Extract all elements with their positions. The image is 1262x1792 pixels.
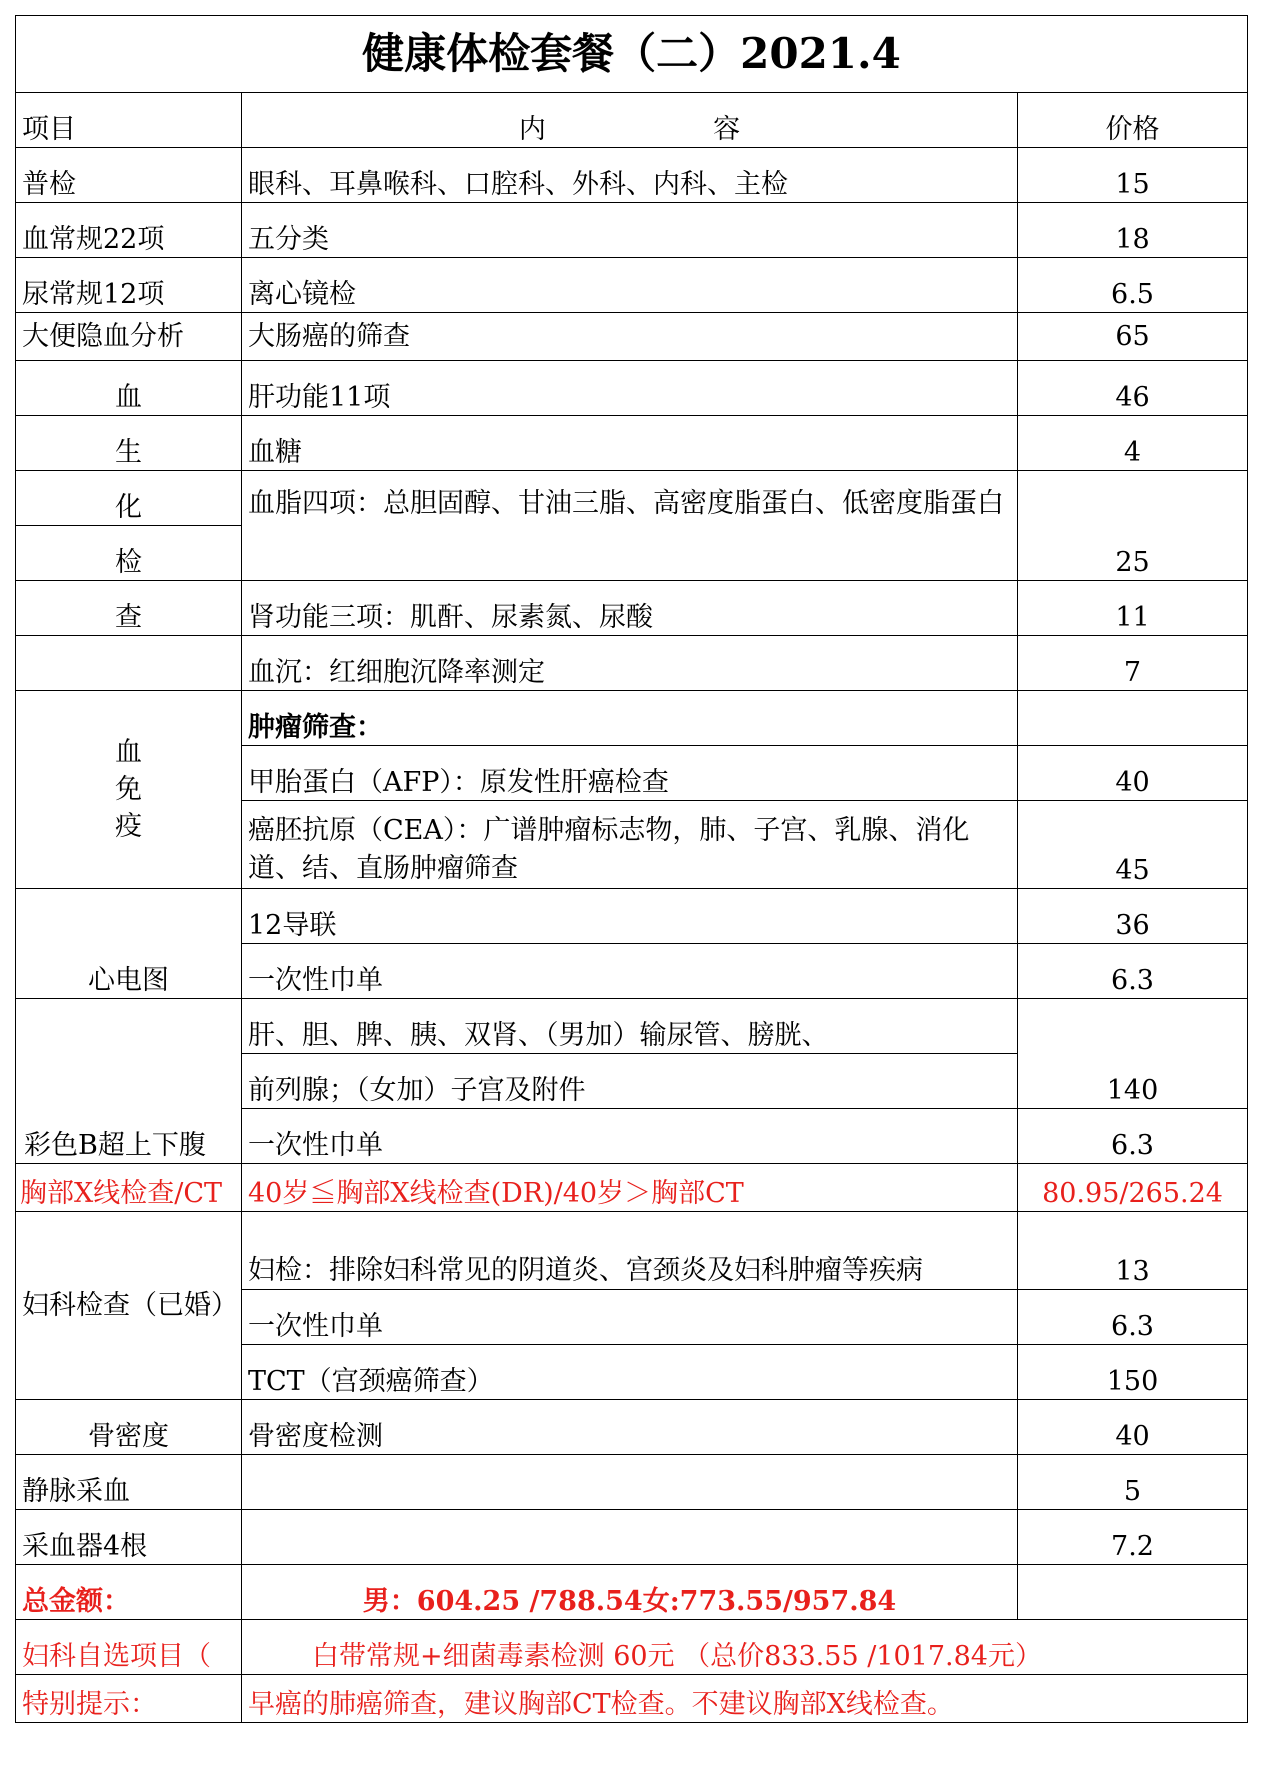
biochem-label-char: 检 bbox=[16, 526, 242, 581]
item-cell: 大便隐血分析 bbox=[16, 313, 242, 361]
table-row bbox=[16, 1400, 1248, 1455]
gyn-row bbox=[16, 1212, 1248, 1290]
content-cell: 一次性巾单 bbox=[242, 1290, 1018, 1345]
content-cell: 血沉：红细胞沉降率测定 bbox=[242, 636, 1018, 691]
content-cell: 一次性巾单 bbox=[242, 944, 1018, 999]
item-cell: 血常规22项 bbox=[16, 203, 242, 258]
biochem-label-char: 血 bbox=[16, 361, 242, 416]
optional-label: 妇科自选项目（ bbox=[16, 1620, 242, 1675]
gyn-label: 妇科检查（已婚） bbox=[16, 1212, 242, 1400]
price-cell: 25 bbox=[1018, 471, 1248, 581]
price-cell: 6.5 bbox=[1018, 258, 1248, 313]
notice-label: 特别提示： bbox=[16, 1675, 242, 1723]
header-content-1: 内 bbox=[518, 114, 546, 145]
price-cell: 18 bbox=[1018, 203, 1248, 258]
ecg-label: 心电图 bbox=[16, 889, 242, 999]
ultrasound-row bbox=[16, 999, 1248, 1054]
ecg-row bbox=[16, 889, 1248, 944]
item-cell: 静脉采血 bbox=[16, 1455, 242, 1510]
price-cell: 5 bbox=[1018, 1455, 1248, 1510]
content-cell: 肝、胆、脾、胰、双肾、（男加）输尿管、膀胱、 bbox=[242, 999, 1018, 1054]
content-cell: 血糖 bbox=[242, 416, 1018, 471]
immune-label-char: 免 bbox=[115, 774, 142, 805]
content-cell bbox=[242, 1455, 1018, 1510]
price-cell: 4 bbox=[1018, 416, 1248, 471]
content-cell: 肝功能11项 bbox=[242, 361, 1018, 416]
table-row bbox=[16, 258, 1248, 313]
table-row bbox=[16, 203, 1248, 258]
content-cell: 离心镜检 bbox=[242, 258, 1018, 313]
table-row bbox=[16, 1510, 1248, 1565]
content-cell: 妇检：排除妇科常见的阴道炎、宫颈炎及妇科肿瘤等疾病 bbox=[242, 1212, 1018, 1290]
header-content bbox=[242, 93, 1018, 148]
table-row bbox=[16, 148, 1248, 203]
item-cell: 胸部X线检查/CT bbox=[16, 1164, 242, 1212]
price-cell: 13 bbox=[1018, 1212, 1248, 1290]
price-cell: 40 bbox=[1018, 1400, 1248, 1455]
price-cell: 65 bbox=[1018, 313, 1248, 361]
price-cell: 45 bbox=[1018, 801, 1248, 889]
price-cell: 15 bbox=[1018, 148, 1248, 203]
content-cell: 骨密度检测 bbox=[242, 1400, 1018, 1455]
content-cell: 肾功能三项：肌酐、尿素氮、尿酸 bbox=[242, 581, 1018, 636]
item-cell: 骨密度 bbox=[16, 1400, 242, 1455]
optional-row bbox=[16, 1620, 1248, 1675]
price-cell: 11 bbox=[1018, 581, 1248, 636]
total-value: 男：604.25 /788.54女:773.55/957.84 bbox=[242, 1565, 1018, 1620]
price-cell: 36 bbox=[1018, 889, 1248, 944]
item-cell: 尿常规12项 bbox=[16, 258, 242, 313]
price-cell: 46 bbox=[1018, 361, 1248, 416]
biochem-row bbox=[16, 581, 1248, 636]
biochem-label-char: 查 bbox=[16, 581, 242, 636]
total-row bbox=[16, 1565, 1248, 1620]
biochem-row bbox=[16, 416, 1248, 471]
title-row bbox=[16, 16, 1248, 93]
content-cell: 五分类 bbox=[242, 203, 1018, 258]
tumor-heading: 肿瘤筛查： bbox=[242, 691, 1018, 746]
price-cell: 150 bbox=[1018, 1345, 1248, 1400]
content-cell bbox=[242, 1510, 1018, 1565]
empty-cell bbox=[1018, 1565, 1248, 1620]
content-cell: TCT（宫颈癌筛查） bbox=[242, 1345, 1018, 1400]
total-label: 总金额： bbox=[16, 1565, 242, 1620]
biochem-label-char: 生 bbox=[16, 416, 242, 471]
content-cell: 一次性巾单 bbox=[242, 1109, 1018, 1164]
price-cell: 6.3 bbox=[1018, 1109, 1248, 1164]
price-cell: 7.2 bbox=[1018, 1510, 1248, 1565]
checkup-sheet bbox=[15, 15, 1247, 1723]
header-content-2: 容 bbox=[713, 114, 741, 145]
content-cell: 12导联 bbox=[242, 889, 1018, 944]
content-cell: 癌胚抗原（CEA）：广谱肿瘤标志物，肺、子宫、乳腺、消化道、结、直肠肿瘤筛查 bbox=[242, 801, 1018, 889]
immune-label-char: 疫 bbox=[115, 811, 142, 842]
header-price: 价格 bbox=[1018, 93, 1248, 148]
content-cell: 40岁≦胸部X线检查(DR)/40岁＞胸部CT bbox=[242, 1164, 1018, 1212]
biochem-row bbox=[16, 636, 1248, 691]
biochem-row bbox=[16, 471, 1248, 526]
page-title: 健康体检套餐（二）2021.4 bbox=[16, 16, 1248, 93]
empty-cell bbox=[16, 636, 242, 691]
notice-row bbox=[16, 1675, 1248, 1723]
price-cell: 6.3 bbox=[1018, 1290, 1248, 1345]
immune-label bbox=[16, 691, 242, 889]
biochem-label-char: 化 bbox=[16, 471, 242, 526]
biochem-row bbox=[16, 361, 1248, 416]
content-cell: 前列腺；（女加）子宫及附件 bbox=[242, 1054, 1018, 1109]
empty-cell bbox=[1018, 691, 1248, 746]
price-cell: 40 bbox=[1018, 746, 1248, 801]
table-row bbox=[16, 1455, 1248, 1510]
table-row bbox=[16, 313, 1248, 361]
immune-label-char: 血 bbox=[115, 737, 142, 768]
header-item: 项目 bbox=[16, 93, 242, 148]
content-cell: 大肠癌的筛查 bbox=[242, 313, 1018, 361]
optional-value: 白带常规+细菌毒素检测 60元 （总价833.55 /1017.84元） bbox=[242, 1620, 1248, 1675]
checkup-table bbox=[15, 15, 1248, 1723]
content-cell: 血脂四项：总胆固醇、甘油三脂、高密度脂蛋白、低密度脂蛋白 bbox=[242, 471, 1018, 581]
item-cell: 普检 bbox=[16, 148, 242, 203]
header-row bbox=[16, 93, 1248, 148]
price-cell: 7 bbox=[1018, 636, 1248, 691]
price-cell: 140 bbox=[1018, 999, 1248, 1109]
ultrasound-label: 彩色B超上下腹 bbox=[16, 999, 242, 1164]
chest-row bbox=[16, 1164, 1248, 1212]
price-cell: 6.3 bbox=[1018, 944, 1248, 999]
immune-row bbox=[16, 691, 1248, 746]
content-cell: 甲胎蛋白（AFP）：原发性肝癌检查 bbox=[242, 746, 1018, 801]
item-cell: 采血器4根 bbox=[16, 1510, 242, 1565]
notice-value: 早癌的肺癌筛查，建议胸部CT检查。不建议胸部X线检查。 bbox=[242, 1675, 1248, 1723]
content-cell: 眼科、耳鼻喉科、口腔科、外科、内科、主检 bbox=[242, 148, 1018, 203]
price-cell: 80.95/265.24 bbox=[1018, 1164, 1248, 1212]
